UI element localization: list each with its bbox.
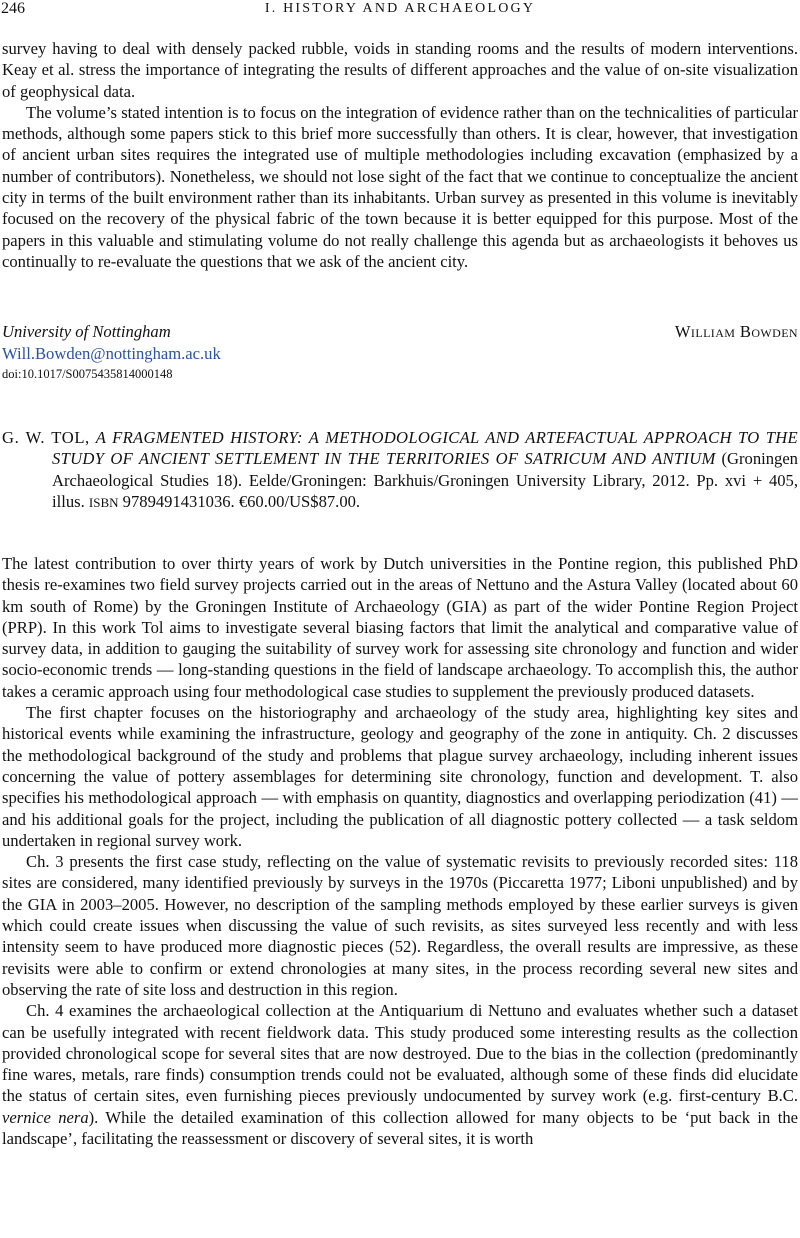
review1-body (2, 38, 798, 272)
review2-paragraph-text: Ch. 4 examines the archaeological collection at the Antiquarium di Nettuno and evaluates whether such a dataset can be usefully integrated with recent fieldwork data. This study produced some interesting results as the collection provided chronological scope for several sites that are now destroyed. Due to the bias in the collection (predominantly fine wares, metals, rare finds) consumption trends could not be evaluated, although some of these finds did elucidate the status of certain sites, even furnishing pieces previously undocumented by survey work (e.g. first-century (2, 1001, 798, 1106)
era-abbreviation: B.C. (767, 1086, 798, 1106)
review1-paragraph: survey having to deal with densely packed rubble, voids in standing rooms and the results of modern interventions. Keay et al. stress the importance of integrating the results of different approaches and the value of on-site visualization of geophysical data. (2, 39, 798, 101)
review2-heading (2, 427, 798, 513)
book-author: G. W. TOL, (2, 428, 90, 447)
book-title: A FRAGMENTED HISTORY: A METHODOLOGICAL AND ARTEFACTUAL APPROACH TO THE STUDY OF ANCIENT SETTLEMENT IN THE TERRITORIES OF SATRICUM AND ANTIUM (52, 428, 798, 469)
review1-paragraph: The volume’s stated intention is to focus on the integration of evidence rather than on the technicalities of particular methods, although some papers stick to this brief more successfully than others. It is clear, however, that investigation of ancient urban sites requires the integrated use of multiple methodologies including excavation (emphasized by a number of contributors). Nonetheless, we should not lose sight of the fact that we continue to conceptualize the ancient city in terms of the built environment rather than its inhabitants. Urban survey as presented in this volume is inevitably focused on the recovery of the physical fabric of the town because it is better equipped for this purpose. Most of the papers in this valuable and stimulating volume do not really challenge this agenda but as archaeologists it behoves us continually to re-evaluate the questions that we ask of the ancient city. (2, 102, 798, 271)
review2-paragraph: The latest contribution to over thirty years of work by Dutch universities in the Pontine region, this published PhD thesis re-examines two field survey projects carried out in the areas of Nettuno and the Astura Valley (located about 60 km south of Rome) by the Groningen Institute of Archaeology (GIA) as part of the wider Pontine Region Project (PRP). In this work Tol aims to investigate several biasing factors that limit the analytical and comparative value of survey data, in addition to gauging the suitability of survey work for assessing site chronology and function and wider socio-economic trends — long-standing questions in the field of landscape archaeology. To accomplish this, the author takes a ceramic approach using four methodological case studies to supplement the previously produced datasets. (2, 554, 798, 701)
book-details: (Groningen Archaeological Studies 18). Eelde/Groningen: Barkhuis/Groningen University Library, 2012. Pp. xvi + 405, illus. (52, 449, 798, 511)
reviewer-name: William Bowden (674, 322, 798, 341)
doi: doi:10.1017/S0075435814000148 (2, 367, 173, 381)
running-title: I. HISTORY AND ARCHAEOLOGY (264, 1, 536, 16)
review2-paragraph (2, 1000, 798, 1149)
reviewer-affiliation: University of Nottingham (2, 322, 171, 341)
reviewer-email-link[interactable]: Will.Bowden@nottingham.ac.uk (2, 344, 221, 363)
signature-row (2, 321, 798, 342)
italic-term: vernice nera (2, 1107, 89, 1127)
isbn-label: ISBN (88, 494, 119, 510)
book-price: 9789491431036. €60.00/US$87.00. (122, 491, 361, 511)
email-row (2, 343, 798, 364)
review2-citation (2, 428, 798, 511)
review2-body (2, 553, 798, 1149)
review2-paragraph-text: ). While the detailed examination of this collection allowed for many objects to be ‘put back in the landscape’, facilitating the reassessment or discovery of several sites, it is worth (2, 1107, 799, 1149)
page-number: 246 (1, 0, 25, 17)
running-head (0, 0, 800, 22)
review2-paragraph: Ch. 3 presents the first case study, reflecting on the value of systematic revisits to previously recorded sites: 118 sites are considered, many identified previously by surveys in the 1970s (Piccaretta 1977; Liboni unpublished) and by the GIA in 2003–2005. However, no description of the sampling methods employed by these earlier surveys is given which could create issues when discussing the value of such revisits, as sites surveyed less recently and with less intensity seem to have produced more diagnostic pieces (52). Regardless, the overall results are impressive, as these revisits were able to confirm or extend chronologies at many sites, in the process recording several new sites and observing the rate of site loss and destruction in this region. (2, 852, 798, 999)
review2-paragraph: The first chapter focuses on the historiography and archaeology of the study area, highlighting key sites and historical events while examining the infrastructure, geology and geography of the zone in antiquity. Ch. 2 discusses the methodological background of the study and problems that plague survey archaeology, including inherent issues concerning the value of pottery assemblages for determining site chronology, function and development. T. also specifies his methodological approach — with emphasis on quantity, diagnostics and overlapping periodization (41) — and his additional goals for the project, including the publication of all diagnostic pottery collected — a task seldom undertaken in regional survey work. (2, 703, 798, 850)
